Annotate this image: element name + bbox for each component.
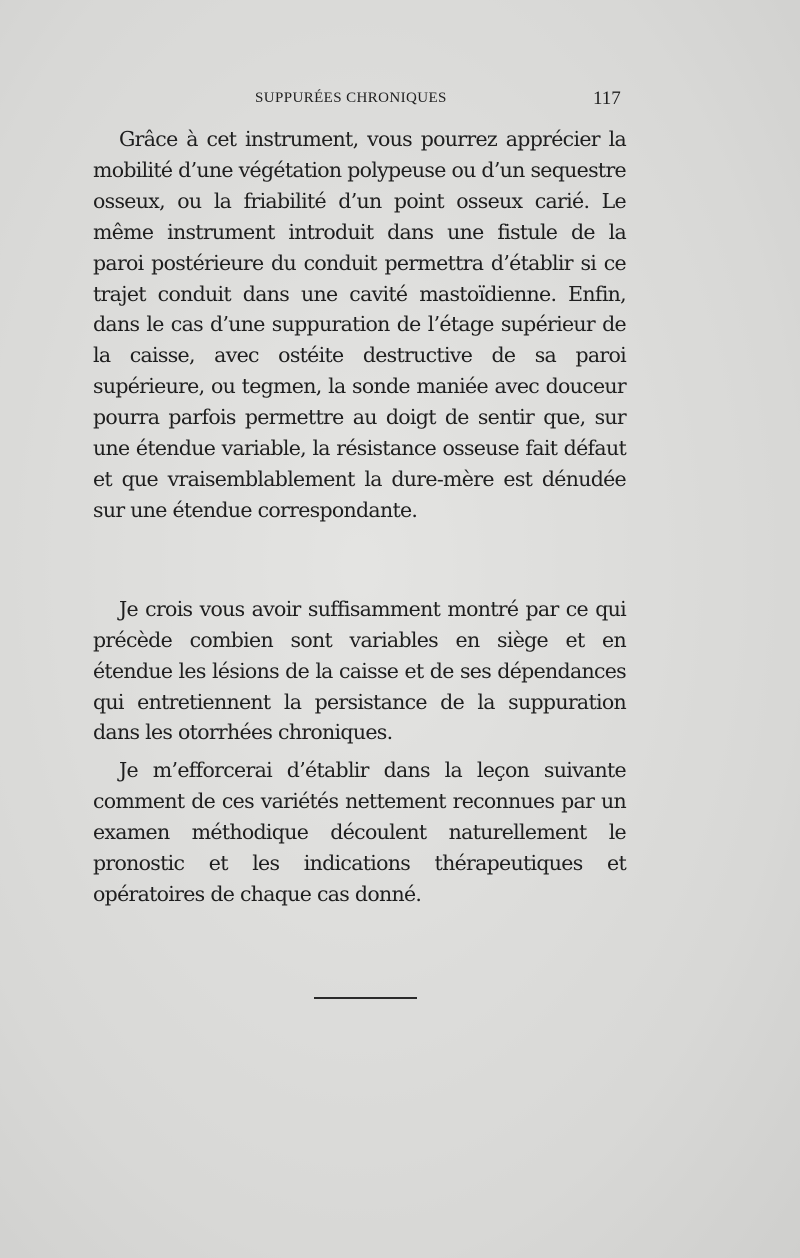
page-number: 117 <box>593 88 621 109</box>
section-end-rule <box>314 997 417 999</box>
running-head: SUPPURÉES CHRONIQUES <box>255 90 447 106</box>
paragraph-instrument: Grâce à cet instrument, vous pourrez apprécier la mobilité d’une végétation polypeuse ou d’un sequestre osseux, ou la friabilité d’un point osseux carié. Le même instrument introduit dans une fistule de la paroi postérieure du conduit permettra d’établir si ce trajet conduit dans une cavité mastoïdienne. Enfin, dans le cas d’une suppuration de l’étage supérieur de la caisse, avec ostéite destructive de sa paroi supérieure, ou tegmen, la sonde maniée avec douceur pourra parfois permettre au doigt de sentir que, sur une étendue variable, la résistance osseuse fait défaut et que vraisemblablement la dure-mère est dénudée sur une étendue correspondante. <box>93 127 626 522</box>
page-header <box>0 90 800 114</box>
paragraph-next-lesson: Je m’efforcerai d’établir dans la leçon suivante comment de ces variétés nettement reconnues par un examen méthodique découlent naturellement le pronostic et les indications thérapeutiques et opératoires de chaque cas donné. <box>93 758 626 906</box>
body-text <box>93 124 626 910</box>
paragraph-lesions: Je crois vous avoir suffisamment montré par ce qui précède combien sont variables en siège et en étendue les lésions de la caisse et de ses dépendances qui entretiennent la persistance de la suppuration dans les otorrhées chroniques. <box>93 596 626 745</box>
